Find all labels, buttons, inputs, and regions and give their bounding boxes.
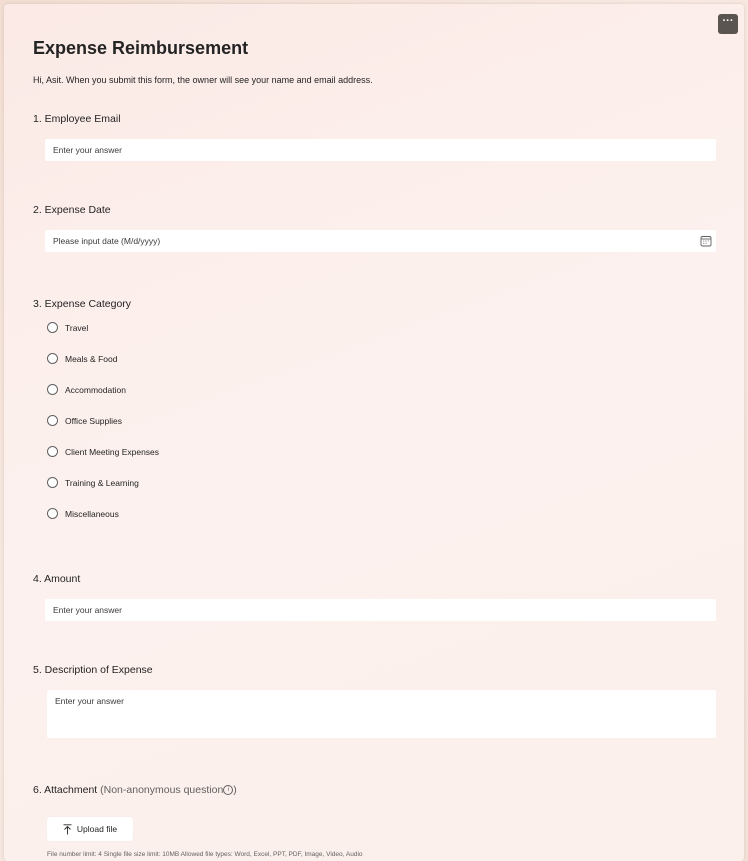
expense-date-input[interactable] [45, 230, 681, 252]
question-4-label: 4. Amount [33, 573, 81, 585]
amount-input[interactable] [45, 599, 716, 621]
non-anonymous-note: (Non-anonymous question [100, 784, 224, 796]
radio-button[interactable] [47, 446, 58, 457]
more-options-icon[interactable]: ··· [718, 14, 738, 34]
category-option-meals[interactable] [47, 353, 117, 364]
category-option-office-supplies[interactable] [47, 415, 122, 426]
form-card [4, 4, 744, 861]
option-label: Miscellaneous [65, 508, 119, 519]
upload-file-button[interactable] [47, 817, 133, 841]
info-icon[interactable]: i [223, 785, 233, 795]
radio-button[interactable] [47, 477, 58, 488]
question-3-label: 3. Expense Category [33, 298, 132, 310]
employee-email-input[interactable] [45, 139, 716, 161]
question-1-label: 1. Employee Email [33, 113, 121, 125]
question-2-label: 2. Expense Date [33, 204, 111, 216]
category-option-training[interactable] [47, 477, 139, 488]
category-option-client-meeting[interactable] [47, 446, 159, 457]
option-label: Office Supplies [65, 415, 123, 426]
question-6-label [33, 784, 237, 796]
note-close: ) [233, 784, 237, 796]
radio-button[interactable] [47, 353, 58, 364]
form-title: Expense Reimbursement [33, 38, 249, 58]
description-textarea[interactable] [47, 690, 716, 738]
category-option-miscellaneous[interactable] [47, 508, 119, 519]
option-label: Accommodation [65, 384, 126, 395]
question-6-title: 6. Attachment [33, 784, 98, 796]
calendar-icon[interactable] [700, 235, 712, 247]
option-label: Training & Learning [65, 477, 139, 488]
question-5-label: 5. Description of Expense [33, 664, 153, 676]
category-option-accommodation[interactable] [47, 384, 126, 395]
form-subtitle: Hi, Asit. When you submit this form, the owner will see your name and email address. [33, 75, 373, 85]
radio-button[interactable] [47, 322, 58, 333]
radio-button[interactable] [47, 415, 58, 426]
option-label: Client Meeting Expenses [65, 446, 160, 457]
upload-limits-hint: File number limit: 4 Single file size limit: 10MB Allowed file types: Word, Excel, PPT, PDF, Image, Video, Audio [47, 851, 363, 858]
category-option-travel[interactable] [47, 322, 88, 333]
upload-arrow-icon [63, 824, 72, 835]
upload-file-label: Upload file [76, 824, 118, 834]
expense-date-field[interactable] [45, 230, 716, 252]
radio-button[interactable] [47, 384, 58, 395]
radio-button[interactable] [47, 508, 58, 519]
option-label: Meals & Food [65, 353, 118, 364]
option-label: Travel [65, 322, 89, 333]
